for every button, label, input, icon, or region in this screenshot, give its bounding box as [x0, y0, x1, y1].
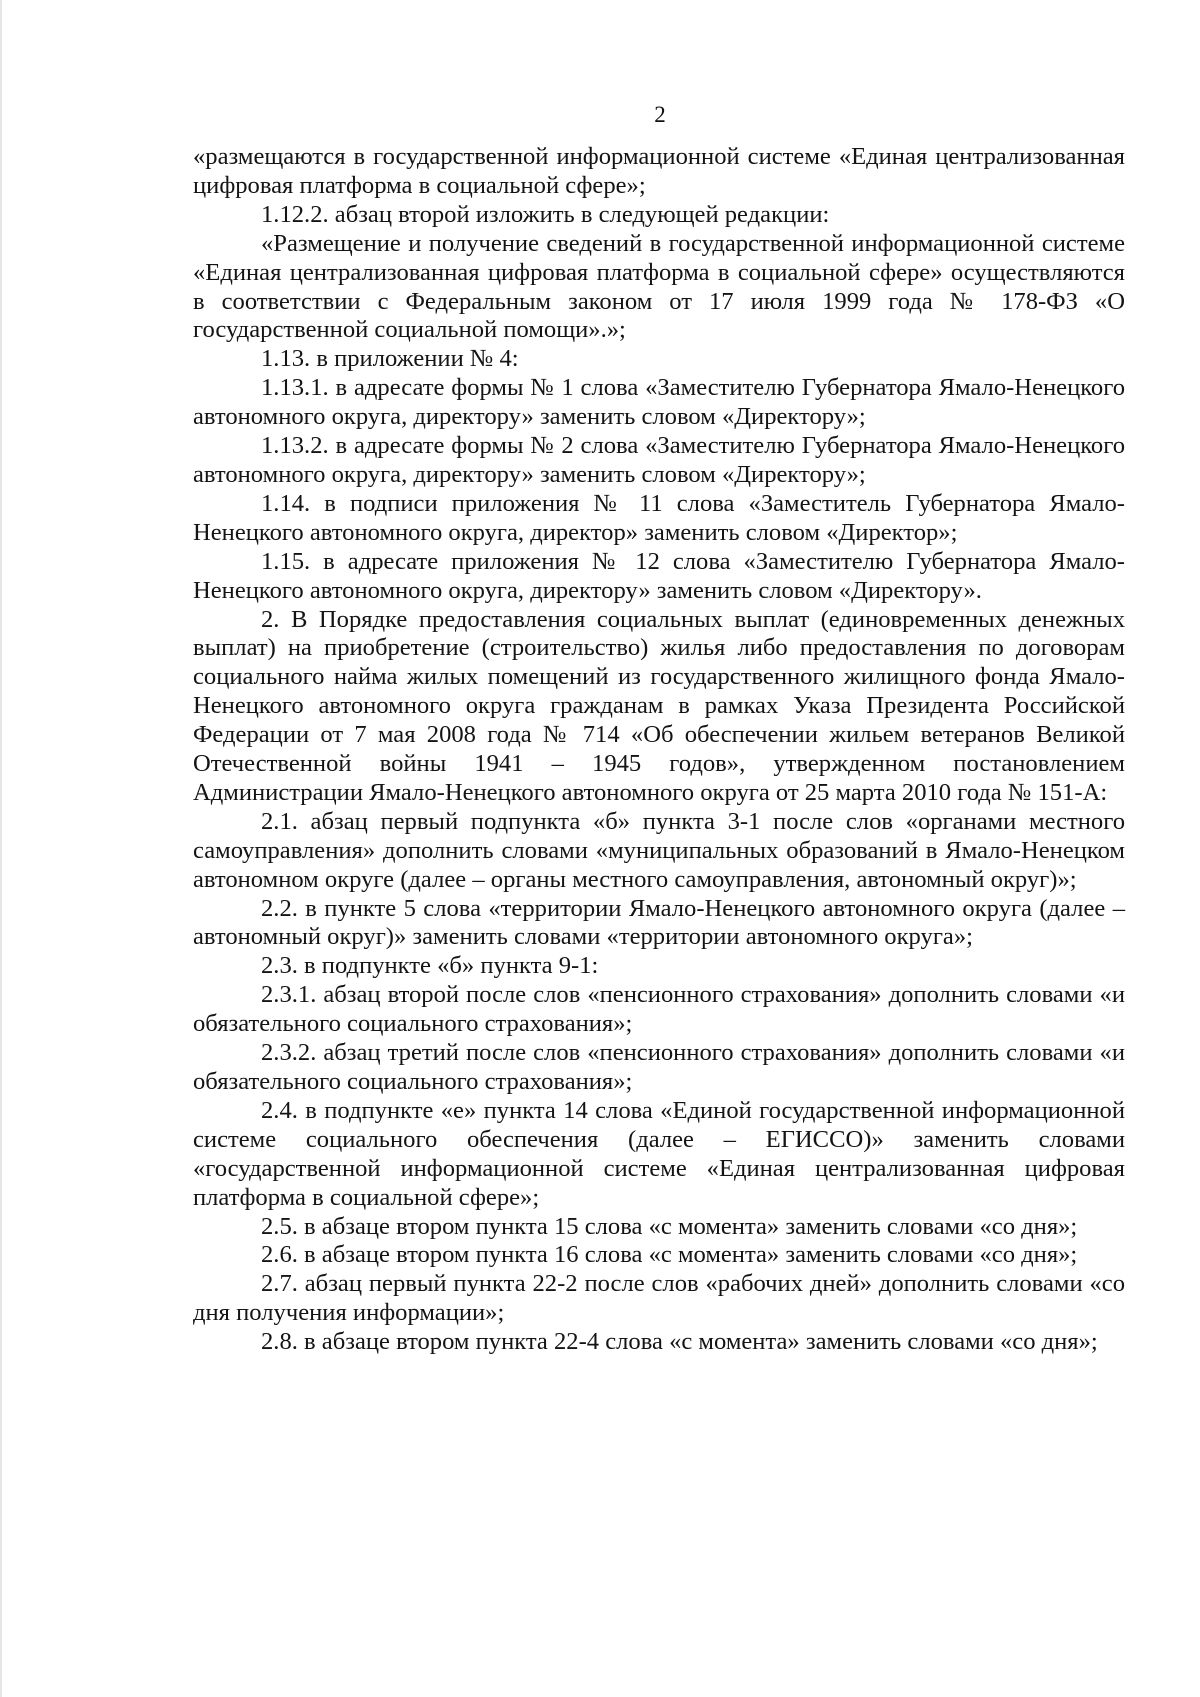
document-paragraph: «Размещение и получение сведений в государственной информационной системе «Единая централизованная цифровая платформа в социальной сфере» осуществляются в соответствии с Федеральным законом от 17 июля 1999 года № 178-ФЗ «О государственной социальной помощи».»;: [193, 229, 1125, 344]
document-paragraph: 2.5. в абзаце втором пункта 15 слова «с момента» заменить словами «со дня»;: [261, 1212, 1078, 1240]
document-paragraph: 2.6. в абзаце втором пункта 16 слова «с момента» заменить словами «со дня»;: [261, 1241, 1078, 1269]
document-paragraph: «размещаются в государственной информационной системе «Единая централизованная цифровая платформа в социальной сфере»;: [193, 143, 1125, 199]
document-paragraph: 1.13.1. в адресате формы № 1 слова «Заместителю Губернатора Ямало-Ненецкого автономного округа, директору» заменить словом «Директору»;: [193, 374, 1125, 431]
document-paragraph: 2. В Порядке предоставления социальных выплат (единовременных денежных выплат) на приобретение (строительство) жилья либо предоставления по договорам социального найма жилых помещений из государственного жилищного фонда Ямало-Ненецкого автономного округа гражданам в рамках Указа Президента Российской Федерации от 7 мая 2008 года № 714 «Об обеспечении жильем ветеранов Великой Отечественной войны 1941 – 1945 годов», утвержденном постановлением Администрации Ямало-Ненецкого автономного округа от 25 марта 2010 года № 151-А:: [193, 605, 1125, 806]
document-paragraph: 1.14. в подписи приложения № 11 слова «Заместитель Губернатора Ямало-Ненецкого автономного округа, директор» заменить словом «Директор»;: [193, 489, 1125, 546]
document-paragraph: 2.4. в подпункте «е» пункта 14 слова «Единой государственной информационной системе социального обеспечения (далее – ЕГИССО)» заменить словами «государственной информационной системе «Единая централизованная цифровая платформа в социальной сфере»;: [193, 1096, 1125, 1211]
page-number: 2: [654, 102, 666, 127]
document-paragraph: 2.8. в абзаце втором пункта 22-4 слова «с момента» заменить словами «со дня»;: [261, 1328, 1098, 1356]
document-paragraph: 2.3.2. абзац третий после слов «пенсионного страхования» дополнить словами «и обязательного социального страхования»;: [193, 1039, 1125, 1095]
document-paragraph: 2.3. в подпункте «б» пункта 9-1:: [261, 952, 599, 980]
document-paragraph: 2.7. абзац первый пункта 22-2 после слов «рабочих дней» дополнить словами «со дня получения информации»;: [193, 1270, 1125, 1327]
document-paragraph: 1.13.2. в адресате формы № 2 слова «Заместителю Губернатора Ямало-Ненецкого автономного округа, директору» заменить словом «Директору»;: [193, 432, 1125, 488]
document-paragraph: 1.15. в адресате приложения № 12 слова «Заместителю Губернатора Ямало-Ненецкого автономного округа, директору» заменить словом «Директору».: [193, 547, 1125, 604]
document-paragraph: 1.13. в приложении № 4:: [261, 345, 519, 373]
document-body: [193, 143, 1125, 1357]
document-paragraph: 2.2. в пункте 5 слова «территории Ямало-Ненецкого автономного округа (далее – автономный округ)» заменить словами «территории автономного округа»;: [193, 894, 1125, 951]
document-paragraph: 2.1. абзац первый подпункта «б» пункта 3-1 после слов «органами местного самоуправления» дополнить словами «муниципальных образований в Ямало-Ненецком автономном округе (далее – органы местного самоуправления, автономный округ)»;: [193, 807, 1125, 893]
document-paragraph: 2.3.1. абзац второй после слов «пенсионного страхования» дополнить словами «и обязательного социального страхования»;: [193, 981, 1125, 1038]
document-paragraph: 1.12.2. абзац второй изложить в следующей редакции:: [261, 200, 830, 228]
